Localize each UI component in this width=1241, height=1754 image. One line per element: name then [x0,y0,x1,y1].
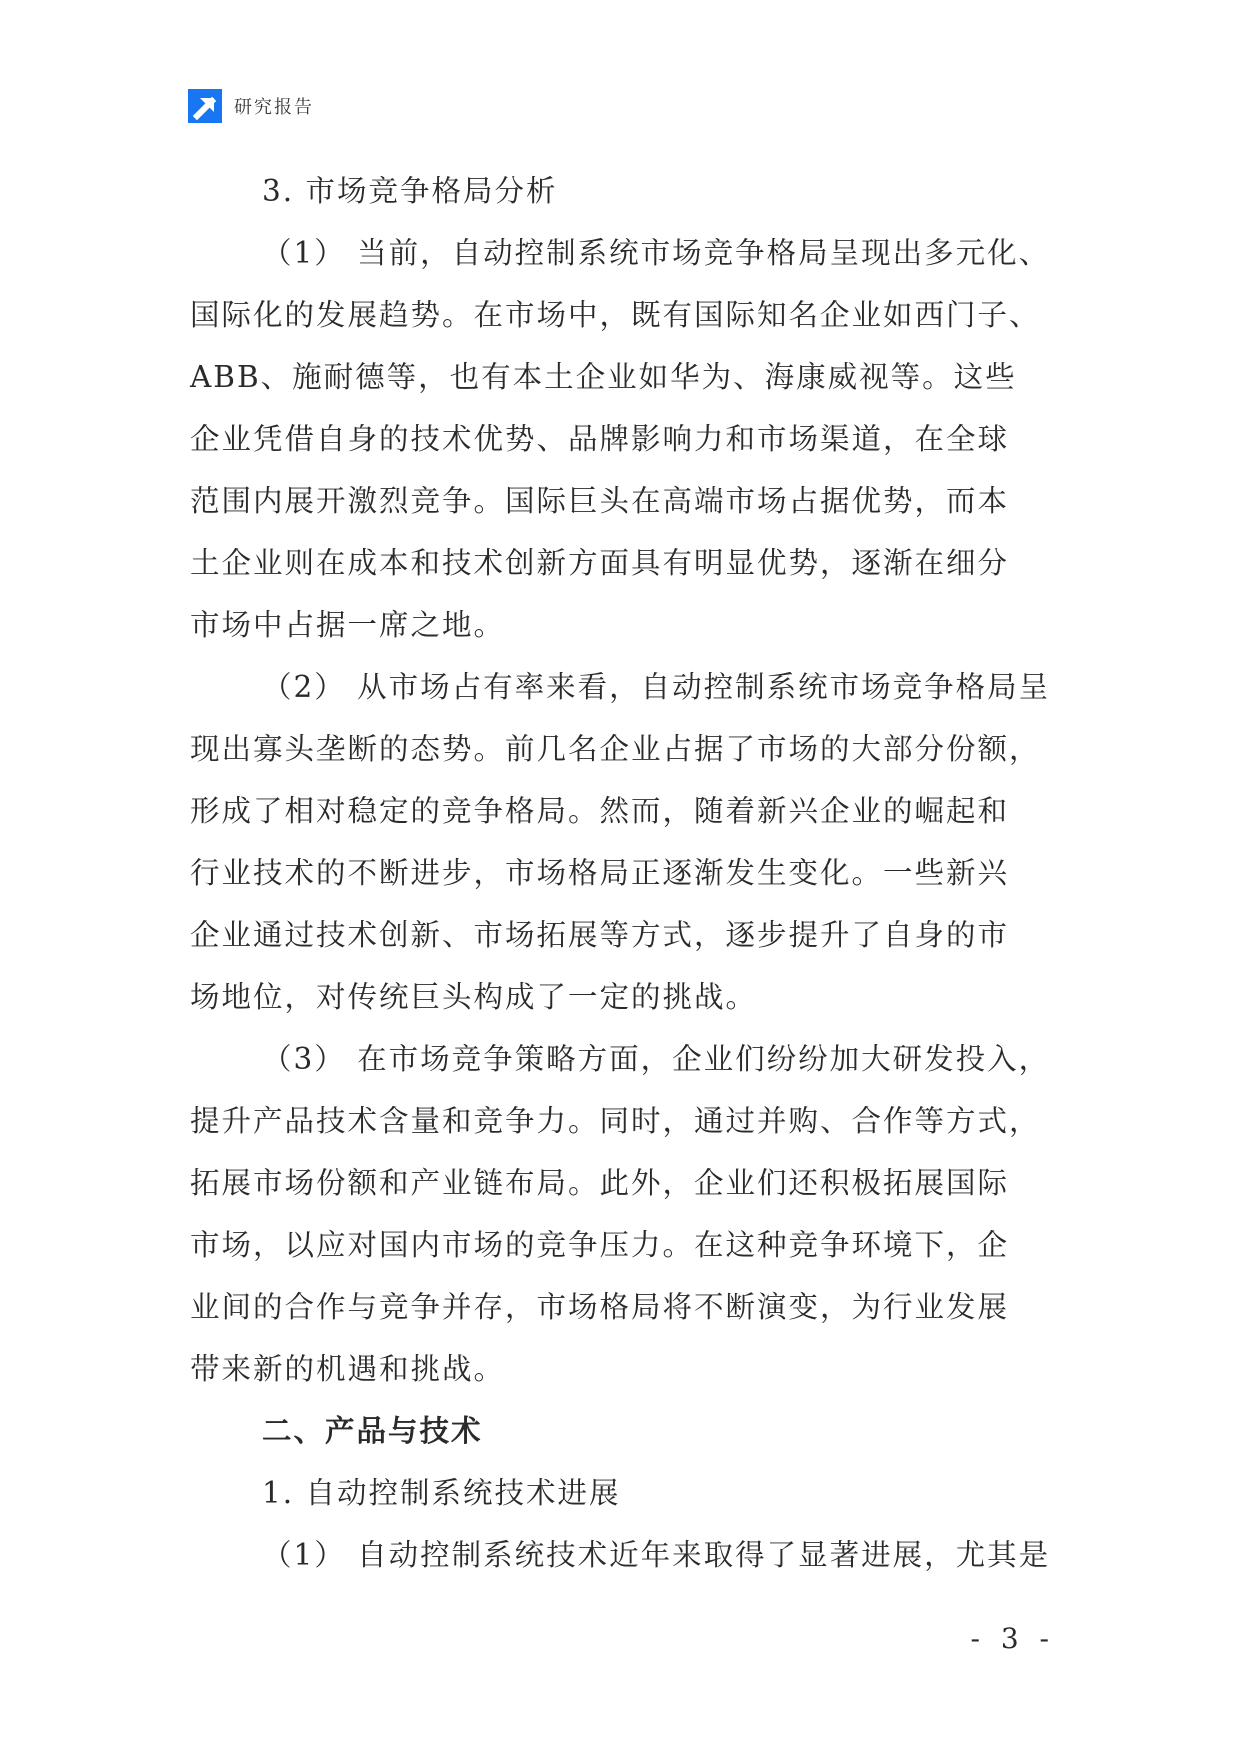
paragraph-line: 现出寡头垄断的态势。前几名企业占据了市场的大部分份额， [190,732,1041,766]
header-title: 研究报告 [234,97,314,118]
paragraph-line: （1） 自动控制系统技术近年来取得了显著进展，尤其是 [262,1538,1051,1572]
section-heading: 3. 市场竞争格局分析 [262,174,558,208]
paragraph-line: 市场中占据一席之地。 [190,608,506,642]
paragraph-line: 土企业则在成本和技术创新方面具有明显优势，逐渐在细分 [190,546,1010,580]
paragraph-line: 带来新的机遇和挑战。 [190,1352,506,1386]
section-heading: 1. 自动控制系统技术进展 [262,1476,621,1510]
paragraph-line: 范围内展开激烈竞争。国际巨头在高端市场占据优势，而本 [190,484,1010,518]
page-header [188,88,314,124]
paragraph-line: ABB、施耐德等，也有本土企业如华为、海康威视等。这些 [190,360,1017,394]
paragraph [190,656,1060,1028]
paragraph-line: 形成了相对稳定的竞争格局。然而，随着新兴企业的崛起和 [190,794,1010,828]
paragraph-line: （2） 从市场占有率来看，自动控制系统市场竞争格局呈 [262,670,1051,704]
arrow-up-right-icon [188,89,222,123]
paragraph [190,1524,1060,1586]
paragraph-line: 提升产品技术含量和竞争力。同时，通过并购、合作等方式， [190,1104,1041,1138]
paragraph-line: （1） 当前，自动控制系统市场竞争格局呈现出多元化、 [262,236,1051,270]
paragraph [190,222,1060,656]
paragraph [190,1028,1060,1400]
document-body [190,160,1060,1586]
paragraph-line: 市场，以应对国内市场的竞争压力。在这种竞争环境下，企 [190,1228,1010,1262]
paragraph-line: 企业凭借自身的技术优势、品牌影响力和市场渠道，在全球 [190,422,1010,456]
paragraph-line: （3） 在市场竞争策略方面，企业们纷纷加大研发投入， [262,1042,1051,1076]
page-number: - 3 - [970,1622,1055,1655]
paragraph-line: 业间的合作与竞争并存，市场格局将不断演变，为行业发展 [190,1290,1010,1324]
paragraph-line: 场地位，对传统巨头构成了一定的挑战。 [190,980,758,1014]
paragraph-line: 企业通过技术创新、市场拓展等方式，逐步提升了自身的市 [190,918,1010,952]
paragraph-line: 行业技术的不断进步，市场格局正逐渐发生变化。一些新兴 [190,856,1010,890]
paragraph-line: 拓展市场份额和产业链布局。此外，企业们还积极拓展国际 [190,1166,1010,1200]
paragraph-line: 国际化的发展趋势。在市场中，既有国际知名企业如西门子、 [190,298,1041,332]
chapter-heading: 二、产品与技术 [262,1414,483,1448]
